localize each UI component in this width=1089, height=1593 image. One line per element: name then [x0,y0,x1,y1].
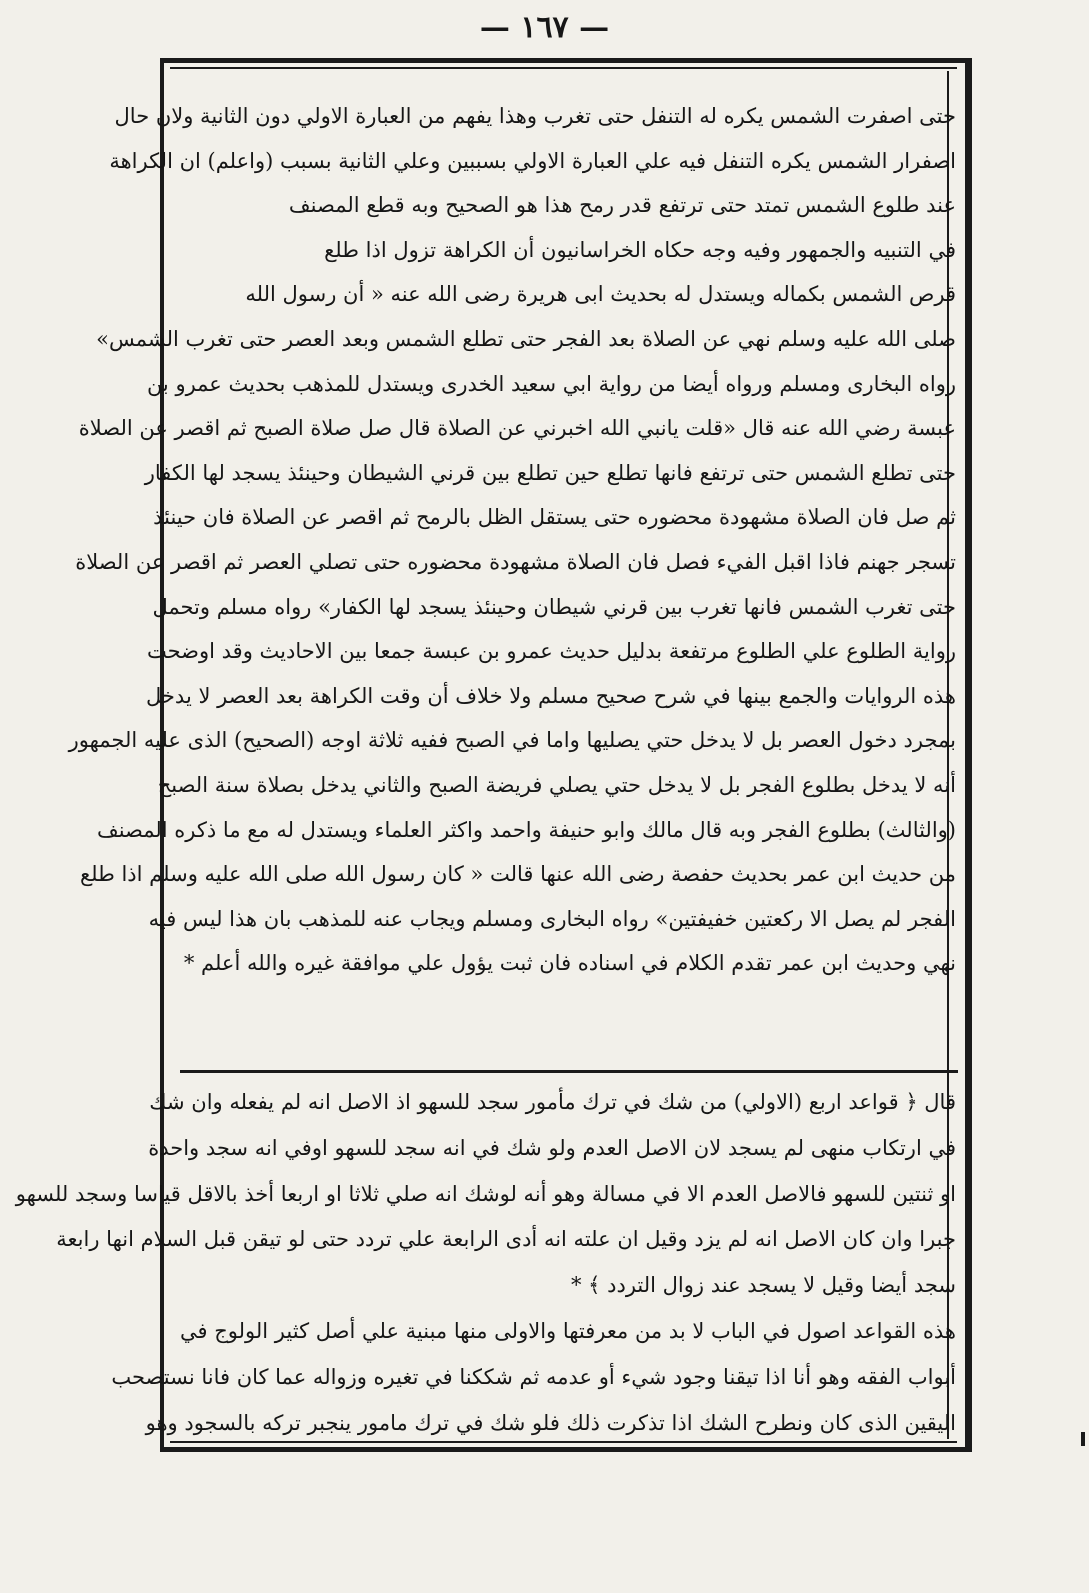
text-line: قرص الشمس بكماله ويستدل له بحديث ابى هريرة رضى الله عنه « أن رسول الله [245,282,956,307]
text-line: هذه القواعد اصول في الباب لا بد من معرفتها والاولى منها مبنية علي أصل كثير الولوج في [180,1318,956,1343]
rules-section-text [15,1080,956,1446]
text-line: حتى تغرب الشمس فانها تغرب بين قرني شيطان وحينئذ يسجد لها الكفار» رواه مسلم وتحمل [152,594,956,619]
text-line: رواه البخارى ومسلم ورواه أيضا من رواية ابي سعيد الخدرى ويستدل للمذهب بحديث عمرو بن [146,371,956,396]
text-line: ثم صل فان الصلاة مشهودة محضوره حتى يستقل الظل بالرمح ثم اقصر عن الصلاة فان حينئذ [153,505,956,530]
page-edge-mark [1081,1432,1085,1446]
text-line: الفجر لم يصل الا ركعتين خفيفتين» رواه البخارى ومسلم ويجاب عنه للمذهب بان هذا ليس فيه [148,906,956,931]
text-line: اصفرار الشمس يكره التنفل فيه علي العبارة الاولي بسببين وعلي الثانية بسبب (واعلم) ان الكراهة [109,148,956,173]
text-line: من حديث ابن عمر بحديث حفصة رضى الله عنها قالت « كان رسول الله صلى الله عليه وسلم اذا طلع [79,862,956,887]
text-line: حتى اصفرت الشمس يكره له التنفل حتى تغرب وهذا يفهم من العبارة الاولي دون الثانية ولان حال [114,104,956,128]
text-line: أنه لا يدخل بطلوع الفجر بل لا يدخل حتي يصلي فريضة الصبح والثاني يدخل بصلاة سنة الصبح [157,772,956,797]
text-line: أبواب الفقه وهو أنا اذا تيقنا وجود شيء أو عدمه ثم شككنا في تغيره وزواله عما كان فانا نستصحب [111,1364,956,1389]
text-line: بمجرد دخول العصر بل لا يدخل حتي يصليها واما في الصبح ففيه ثلاثة اوجه (الصحيح) الذى عليه الجمهور [68,728,956,753]
text-line: عبسة رضي الله عنه قال «قلت يانبي الله اخبرني عن الصلاة قال صل صلاة الصبح ثم اقصر عن الصلاة [78,416,956,441]
section-divider [180,1070,958,1073]
text-line: عند طلوع الشمس تمتد حتى ترتفع قدر رمح هذا هو الصحيح وبه قطع المصنف [288,193,956,218]
text-line: نهي وحديث ابن عمر تقدم الكلام في اسناده فان ثبت يؤول علي موافقة غيره والله أعلم * [183,951,956,976]
text-line: حتى تطلع الشمس حتى ترتفع فانها تطلع حين تطلع بين قرني الشيطان وحينئذ يسجد لها الكفار [144,460,956,485]
text-line: او ثنتين للسهو فالاصل العدم الا في مسالة وهو أنه لوشك انه صلي ثلاثا او اربعا أخذ بالاقل قياسا وسجد للسهو [15,1181,956,1206]
text-line: تسجر جهنم فاذا اقبل الفيء فصل فان الصلاة مشهودة محضوره حتى تصلي العصر ثم اقصر عن الصلاة [75,549,956,574]
text-line: في ارتكاب منهى لم يسجد لان الاصل العدم ولو شك في انه سجد للسهو اوفي انه سجد واحدة [148,1135,956,1160]
text-line: هذه الروايات والجمع بينها في شرح صحيح مسلم ولا خلاف أن وقت الكراهة بعد العصر لا يدخل [146,683,956,708]
page-number: — ١٦٧ — [479,10,610,45]
text-line: رواية الطلوع علي الطلوع مرتفعة بدليل حديث عمرو بن عبسة جمعا بين الاحاديث وقد اوضحت [146,639,956,664]
text-line: صلى الله عليه وسلم نهي عن الصلاة بعد الفجر حتى تطلع الشمس وبعد العصر حتى تغرب الشمس» [96,326,956,351]
text-line: (والثالث) بطلوع الفجر وبه قال مالك وابو حنيفة واحمد واكثر العلماء ويستدل له مع ما ذكره المصنف [96,817,956,842]
text-line: سجد أيضا وقيل لا يسجد عند زوال التردد ﴾ * [570,1273,956,1298]
text-line: اليقين الذى كان ونطرح الشك اذا تذكرت ذلك فلو شك في ترك مامور ينجبر تركه بالسجود وهو [145,1410,956,1435]
text-line: قال ﴿ قواعد اربع (الاولي) من شك في ترك مأمور سجد للسهو اذ الاصل انه لم يفعله وان شك [149,1090,956,1114]
text-line: في التنبيه والجمهور وفيه وجه حكاه الخراسانيون أن الكراهة تزول اذا طلع [324,237,956,262]
main-commentary-text [68,94,956,986]
text-line: جبرا وان كان الاصل انه لم يزد وقيل ان علته انه أدى الرابعة علي تردد حتى لو تيقن قبل السلام انها رابعة [56,1227,956,1252]
